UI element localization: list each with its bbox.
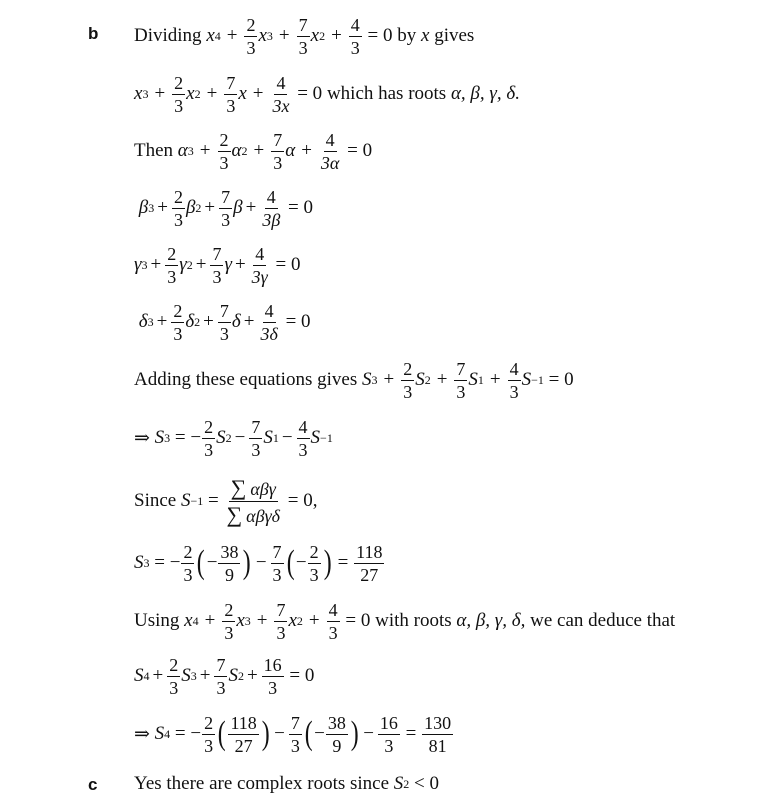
denominator: 3	[226, 95, 236, 116]
fraction	[244, 16, 257, 57]
math-token: S	[310, 427, 321, 448]
denominator: 3	[272, 564, 282, 585]
math-token: = 0	[347, 140, 373, 161]
fraction-sum	[224, 474, 282, 527]
math-token: +	[206, 83, 218, 104]
math-token: +	[301, 140, 312, 161]
fraction	[258, 302, 279, 343]
line-s4-value: ⇒ S 4 = − $\frac{2}{3}$ ( $\frac{118}{27}$ ) − $\frac{7}{3}$ ( − $\frac{38}{9}$ ) − $\frac{16}{3}$ = $\frac{130}{81}$	[134, 712, 452, 756]
fraction-result	[422, 714, 453, 755]
math-token: ⇒	[134, 723, 150, 745]
line-adding-equations: Adding these equations gives S 3 + $\frac{2}{3}$ S 2 + $\frac{7}{3}$ S 1 + $\frac{4}{3}$ S −1 = 0	[134, 358, 574, 402]
denominator: 9	[332, 735, 342, 756]
line-dividing: Dividing x 4 + $\frac{2}{3}$ x 3 + $\frac{7}{3}$ x 2 + $\frac{4}{3}$ = 0 by x gives	[134, 14, 475, 58]
fraction	[218, 543, 240, 584]
numerator: 7	[273, 129, 283, 150]
math-token: −	[206, 552, 218, 573]
var-x: x	[206, 25, 215, 46]
math-token: +	[154, 83, 166, 104]
line-alpha-equation: Then α 3 + $\frac{2}{3}$ α 2 + $\frac{7}{3}$ α + $\frac{4}{3\alpha}$ = 0	[134, 129, 373, 173]
denominator: 3	[290, 735, 300, 756]
numerator: 4	[509, 358, 519, 379]
denominator	[224, 502, 282, 526]
fraction	[326, 714, 348, 755]
math-token: αβγδ	[246, 505, 281, 526]
fraction	[401, 360, 414, 401]
math-token: δ	[231, 311, 241, 332]
denominator: 27	[360, 564, 379, 585]
denominator: 3	[328, 622, 338, 643]
math-token: +	[152, 665, 164, 686]
fraction	[224, 74, 237, 115]
math-token: = 0	[548, 369, 574, 390]
math-token: +	[156, 311, 168, 332]
line-beta-equation: β 3 + $\frac{2}{3}$ β 2 + $\frac{7}{3}$ β + $\frac{4}{3\beta}$ = 0	[138, 186, 313, 230]
denominator: 3	[183, 564, 193, 585]
denominator: 3	[173, 209, 183, 230]
numerator: 7	[251, 416, 261, 437]
fraction	[218, 302, 231, 343]
numerator: 2	[219, 129, 229, 150]
math-token: +	[489, 369, 501, 390]
denominator: 3	[204, 439, 214, 460]
numerator: 4	[328, 599, 338, 620]
denominator: 3	[167, 266, 177, 287]
denominator: 3x	[272, 95, 290, 116]
denominator: 3	[268, 677, 278, 698]
denominator: 3	[246, 37, 256, 58]
line-s4-equation: S 4 + $\frac{2}{3}$ S 3 + $\frac{7}{3}$ S 2 + $\frac{16}{3}$ = 0	[134, 654, 315, 698]
math-token: S	[228, 665, 238, 686]
math-token: ∑	[226, 501, 243, 527]
math-token: +	[308, 610, 320, 631]
math-token: α	[285, 140, 296, 161]
line-since-s-minus-1: Since S −1 = $\frac{\text{∑ αβγ}}{\text{∑ αβγδ}}$ = 0,	[134, 474, 318, 527]
fraction	[349, 16, 362, 57]
denominator: 3	[216, 677, 226, 698]
line-divided-equation: x 3 + $\frac{2}{3}$ x 2 + $\frac{7}{3}$ x + $\frac{4}{3x}$ = 0 which has roots α, β, γ, δ.	[134, 72, 520, 116]
numerator: 7	[298, 14, 308, 35]
numerator: 7	[216, 654, 226, 675]
denominator: 9	[224, 564, 234, 585]
math-token: +	[252, 83, 264, 104]
math-token: γ	[224, 254, 232, 275]
math-token: x	[310, 25, 320, 46]
numerator: 4	[266, 186, 276, 207]
numerator: 2	[403, 358, 413, 379]
math-token: Since	[134, 490, 177, 511]
fraction	[297, 418, 310, 459]
numerator: 38	[220, 541, 239, 562]
math-token: S	[134, 665, 144, 686]
line-gamma-equation: γ 3 + $\frac{2}{3}$ γ 2 + $\frac{7}{3}$ γ + $\frac{4}{3\gamma}$ = 0	[134, 243, 301, 287]
fraction	[172, 74, 185, 115]
math-token: x	[186, 83, 195, 104]
numerator	[229, 474, 278, 502]
line-s3-expression: ⇒ S 3 = − $\frac{2}{3}$ S 2 − $\frac{7}{3}$ S 1 − $\frac{4}{3}$ S −1	[134, 416, 333, 460]
fraction	[167, 656, 180, 697]
math-token: α	[177, 140, 188, 161]
math-token: +	[204, 610, 216, 631]
math-token: −	[255, 552, 267, 573]
math-token: +	[245, 197, 257, 218]
fraction	[202, 418, 215, 459]
numerator: 118	[230, 712, 257, 733]
math-token: +	[203, 311, 214, 332]
denominator: 3	[219, 323, 229, 344]
numerator: 2	[204, 712, 214, 733]
math-token: Then	[134, 140, 174, 161]
math-token: =	[337, 552, 349, 573]
numerator: 4	[298, 416, 308, 437]
line-complex-roots: Yes there are complex roots since S 2 < 0	[134, 773, 439, 794]
numerator: 4	[264, 300, 274, 321]
denominator: 3	[350, 37, 360, 58]
numerator: 2	[224, 599, 234, 620]
math-token: = 0	[345, 610, 371, 631]
numerator: 16	[379, 712, 398, 733]
math-token: +	[199, 665, 211, 686]
math-token: +	[256, 610, 268, 631]
numerator: 7	[272, 541, 282, 562]
math-token: +	[199, 140, 211, 161]
denominator: 81	[428, 735, 447, 756]
numerator: 7	[226, 72, 236, 93]
math-token: Yes there are complex roots since	[134, 773, 390, 794]
math-token: = −	[174, 427, 202, 448]
denominator: 3	[384, 735, 394, 756]
parenthesis: )	[350, 715, 359, 752]
fraction	[202, 714, 215, 755]
fraction	[219, 188, 232, 229]
math-token: = 0	[275, 254, 301, 275]
math-token: S	[361, 369, 372, 390]
numerator: 2	[174, 72, 184, 93]
fraction	[454, 360, 467, 401]
fraction	[228, 714, 258, 755]
math-token: +	[195, 254, 207, 275]
math-token: S	[393, 773, 404, 794]
denominator: 3	[212, 266, 222, 287]
part-c-label: c	[88, 775, 98, 794]
numerator: 2	[173, 186, 183, 207]
denominator: 3	[273, 152, 283, 173]
math-token: = −	[154, 552, 181, 573]
denominator: 3	[251, 439, 261, 460]
numerator: 130	[424, 712, 452, 733]
math-token: S	[468, 369, 478, 390]
fraction	[319, 131, 341, 172]
numerator: 2	[183, 541, 193, 562]
math-token: Using	[134, 610, 180, 631]
math-token: S	[216, 427, 226, 448]
text: gives	[434, 25, 475, 46]
fraction	[308, 543, 321, 584]
text: Dividing	[134, 25, 202, 46]
math-token: S	[134, 552, 144, 573]
numerator: 2	[204, 416, 214, 437]
denominator: 27	[234, 735, 253, 756]
numerator: 7	[221, 186, 231, 207]
fraction	[297, 16, 310, 57]
numerator: 38	[327, 712, 346, 733]
math-token: −	[295, 552, 307, 573]
fraction	[274, 601, 287, 642]
parenthesis: (	[197, 544, 206, 581]
numerator: 4	[350, 14, 360, 35]
line-s3-value: S 3 = − $\frac{2}{3}$ ( − $\frac{38}{9}$ ) − $\frac{7}{3}$ ( − $\frac{2}{3}$ ) = $\frac{118}{27}$	[134, 541, 383, 585]
math-token: = 0	[288, 197, 313, 218]
fraction	[378, 714, 400, 755]
numerator: 7	[290, 712, 300, 733]
math-token: +	[243, 311, 255, 332]
equals: = 0	[367, 25, 393, 46]
denominator: 3	[221, 209, 231, 230]
fraction	[214, 656, 227, 697]
math-token: S	[154, 427, 165, 448]
math-token: x	[236, 610, 245, 631]
denominator: 3	[403, 381, 413, 402]
fraction	[218, 131, 231, 172]
denominator: 3	[224, 622, 234, 643]
fraction	[262, 656, 284, 697]
denominator: 3	[276, 622, 286, 643]
numerator: 2	[173, 300, 183, 321]
numerator: 2	[169, 654, 179, 675]
math-token: Adding these equations gives	[134, 369, 358, 390]
math-token: ∑	[230, 474, 247, 500]
math-token: S	[415, 369, 425, 390]
math-token: +	[436, 369, 448, 390]
numerator: 7	[212, 243, 222, 264]
denominator: 3	[173, 323, 183, 344]
math-token: +	[246, 665, 258, 686]
math-token: +	[150, 254, 162, 275]
parenthesis: )	[261, 715, 270, 752]
denominator: 3α	[320, 152, 340, 173]
fraction-result	[354, 543, 384, 584]
parenthesis: )	[323, 544, 332, 581]
math-token: S	[154, 723, 165, 744]
fraction	[171, 302, 184, 343]
parenthesis: (	[217, 715, 226, 752]
math-token: +	[234, 254, 246, 275]
math-token: −	[363, 723, 374, 744]
math-token: δ	[138, 311, 148, 332]
denominator: 3	[509, 381, 519, 402]
math-token: x	[238, 83, 247, 104]
math-token: γ	[134, 254, 142, 275]
math-token: x	[258, 25, 267, 46]
fraction	[271, 131, 284, 172]
denominator: 3δ	[260, 323, 278, 344]
denominator: 3	[298, 439, 308, 460]
numerator: 4	[255, 243, 265, 264]
math-token: = −	[174, 723, 202, 744]
math-token: x	[184, 610, 193, 631]
numerator: 2	[309, 541, 319, 562]
math-token: x	[134, 83, 143, 104]
math-token: β	[233, 197, 243, 218]
math-token: +	[278, 25, 290, 46]
line-using-quartic: Using x 4 + $\frac{2}{3}$ x 3 + $\frac{7}{3}$ x 2 + $\frac{4}{3}$ = 0 with roots α, β, γ, δ, we can deduce that	[134, 599, 676, 643]
math-token: S	[180, 490, 191, 511]
math-token: β	[138, 197, 149, 218]
math-token: +	[226, 25, 238, 46]
math-token: α	[231, 140, 242, 161]
numerator: 2	[246, 14, 256, 35]
denominator: 3	[204, 735, 214, 756]
math-token: =	[208, 490, 219, 511]
numerator: 2	[167, 243, 177, 264]
math-token: = 0	[285, 311, 311, 332]
parenthesis: )	[243, 544, 252, 581]
denominator: 3γ	[251, 266, 268, 287]
fraction	[271, 543, 284, 584]
fraction	[172, 188, 185, 229]
math-token: +	[204, 197, 216, 218]
denominator: 3	[456, 381, 466, 402]
math-token: αβγ	[250, 478, 276, 499]
var-x: x	[421, 25, 430, 46]
math-token: +	[253, 140, 265, 161]
numerator: 16	[263, 654, 282, 675]
math-token: −	[281, 427, 293, 448]
math-token: x	[288, 610, 297, 631]
math-token: S	[521, 369, 532, 390]
math-token: =	[405, 723, 417, 744]
math-token: = 0	[297, 83, 323, 104]
math-token: = 0,	[287, 490, 318, 511]
math-token: < 0	[414, 773, 439, 794]
line-delta-equation: δ 3 + $\frac{2}{3}$ δ 2 + $\frac{7}{3}$ δ + $\frac{4}{3\delta}$ = 0	[138, 300, 311, 344]
math-token: S	[181, 665, 191, 686]
fraction	[210, 245, 223, 286]
numerator: 7	[276, 599, 286, 620]
parenthesis: (	[304, 715, 313, 752]
fraction	[327, 601, 340, 642]
denominator: 3	[298, 37, 308, 58]
math-token: −	[274, 723, 285, 744]
math-token: α, β, γ, δ,	[456, 610, 526, 631]
fraction	[250, 245, 270, 286]
numerator: 118	[356, 541, 383, 562]
roots: α, β, γ, δ.	[450, 83, 520, 104]
math-token: S	[263, 427, 273, 448]
text: which has roots	[326, 83, 447, 104]
denominator: 3	[169, 677, 179, 698]
fraction	[249, 418, 262, 459]
math-token: = 0	[289, 665, 315, 686]
numerator: 7	[219, 300, 229, 321]
math-token: γ	[179, 254, 187, 275]
math-token: δ	[185, 311, 195, 332]
math-token: β	[185, 197, 196, 218]
numerator: 4	[325, 129, 335, 150]
fraction	[222, 601, 235, 642]
math-token: +	[157, 197, 168, 218]
fraction	[270, 74, 291, 115]
math-token: with roots	[375, 610, 452, 631]
fraction	[260, 188, 282, 229]
text: by	[397, 25, 417, 46]
denominator: 3	[219, 152, 229, 173]
denominator: 3β	[262, 209, 281, 230]
fraction	[165, 245, 178, 286]
numerator: 4	[276, 72, 286, 93]
fraction	[289, 714, 302, 755]
numerator: 7	[456, 358, 466, 379]
parenthesis: (	[286, 544, 295, 581]
math-token: ⇒	[134, 427, 150, 449]
math-token: −	[234, 427, 246, 448]
denominator: 3	[309, 564, 319, 585]
math-token: −	[314, 723, 325, 744]
math-token: +	[383, 369, 395, 390]
denominator: 3	[174, 95, 184, 116]
part-b-label: b	[88, 24, 99, 43]
math-token: we can deduce that	[530, 610, 676, 631]
math-token: +	[331, 25, 342, 46]
fraction	[181, 543, 194, 584]
fraction	[508, 360, 521, 401]
